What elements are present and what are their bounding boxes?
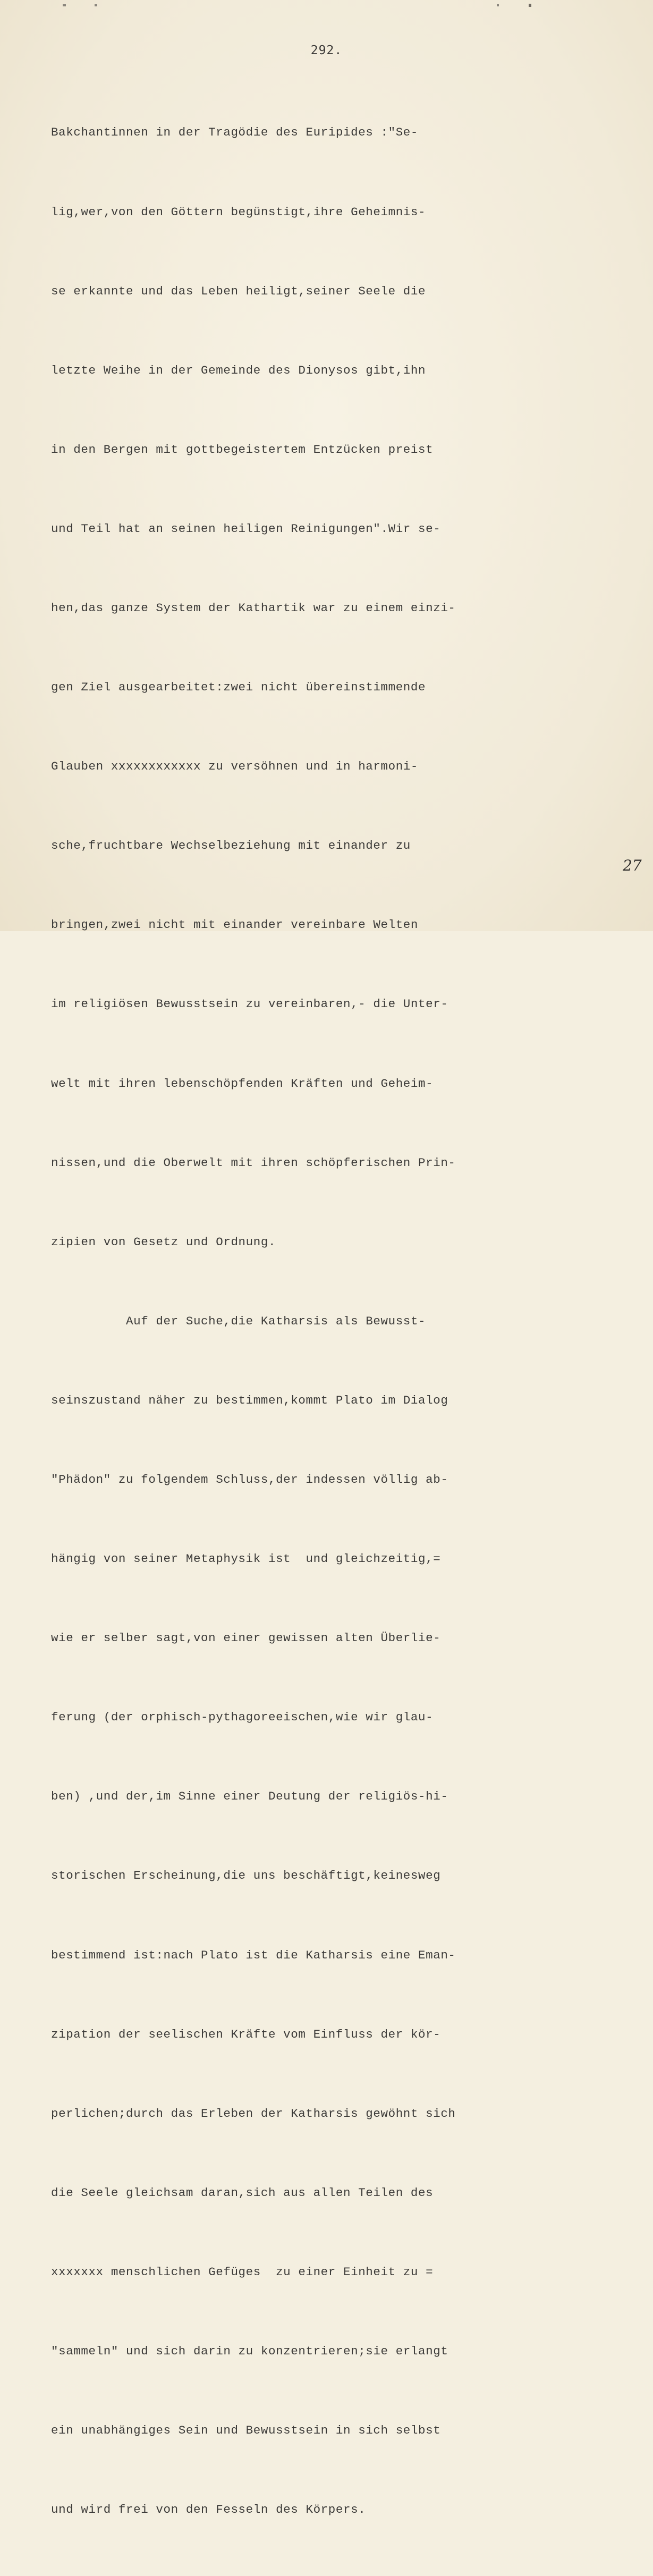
scan-mark-right (497, 3, 534, 7)
text-line: ferung (der orphisch-pythagoreeischen,wie wir glau- (51, 1710, 434, 1725)
text-line: perlichen;durch das Erleben der Katharsis gewöhnt sich (51, 2106, 456, 2121)
text-line: zipien von Gesetz und Ordnung. (51, 1235, 276, 1249)
text-line: und wird frei von den Fesseln des Körpers. (51, 2503, 366, 2517)
typewritten-body (51, 67, 614, 2576)
text-line: die Seele gleichsam daran,sich aus allen Teilen des (51, 2185, 434, 2200)
text-line: ein unabhängiges Sein und Bewusstsein in sich selbst (51, 2423, 441, 2438)
text-line: "Phädon" zu folgendem Schluss,der indessen völlig ab- (51, 1473, 448, 1487)
text-line: Bakchantinnen in der Tragödie des Euripides :"Se- (51, 125, 419, 140)
text-line: bringen,zwei nicht mit einander vereinbare Welten (51, 918, 419, 932)
text-line: Auf der Suche,die Katharsis als Bewusst- (51, 1314, 426, 1328)
text-line: letzte Weihe in der Gemeinde des Dionysos gibt,ihn (51, 363, 426, 377)
text-line: storischen Erscheinung,die uns beschäftigt,keinesweg (51, 1869, 441, 1883)
handwritten-page-note: 27 (623, 857, 642, 874)
text-line: welt mit ihren lebenschöpfenden Kräften und Geheim- (51, 1076, 434, 1091)
text-line: seinszustand näher zu bestimmen,kommt Plato im Dialog (51, 1393, 448, 1407)
text-line: Glauben xxxxxxxxxxxx zu versöhnen und in harmoni- (51, 759, 419, 774)
text-line: bestimmend ist:nach Plato ist die Katharsis eine Eman- (51, 1948, 456, 1962)
page-number: 292. (310, 44, 343, 57)
text-line: xxxxxxx menschlichen Gefüges zu einer Einheit zu = (51, 2265, 434, 2279)
text-line: sche,fruchtbare Wechselbeziehung mit einander zu (51, 839, 411, 853)
text-line: im religiösen Bewusstsein zu vereinbaren,- die Unter- (51, 997, 448, 1011)
text-line: hen,das ganze System der Kathartik war zu einem einzi- (51, 601, 456, 615)
scan-mark-left (63, 3, 100, 7)
text-line: wie er selber sagt,von einer gewissen alten Überlie- (51, 1631, 441, 1645)
text-line: "sammeln" und sich darin zu konzentrieren;sie erlangt (51, 2344, 448, 2359)
text-line: zipation der seelischen Kräfte vom Einfluss der kör- (51, 2027, 441, 2041)
text-line: hängig von seiner Metaphysik ist und gleichzeitig,= (51, 1552, 441, 1566)
text-line: se erkannte und das Leben heiligt,seiner Seele die (51, 284, 426, 298)
text-line: ben) ,und der,im Sinne einer Deutung der religiös-hi- (51, 1789, 448, 1804)
text-line: gen Ziel ausgearbeitet:zwei nicht übereinstimmende (51, 680, 426, 695)
text-line: lig,wer,von den Göttern begünstigt,ihre Geheimnis- (51, 205, 426, 219)
text-line: nissen,und die Oberwelt mit ihren schöpferischen Prin- (51, 1155, 456, 1170)
text-line: in den Bergen mit gottbegeistertem Entzücken preist (51, 442, 434, 457)
text-line: und Teil hat an seinen heiligen Reinigungen".Wir se- (51, 521, 441, 536)
